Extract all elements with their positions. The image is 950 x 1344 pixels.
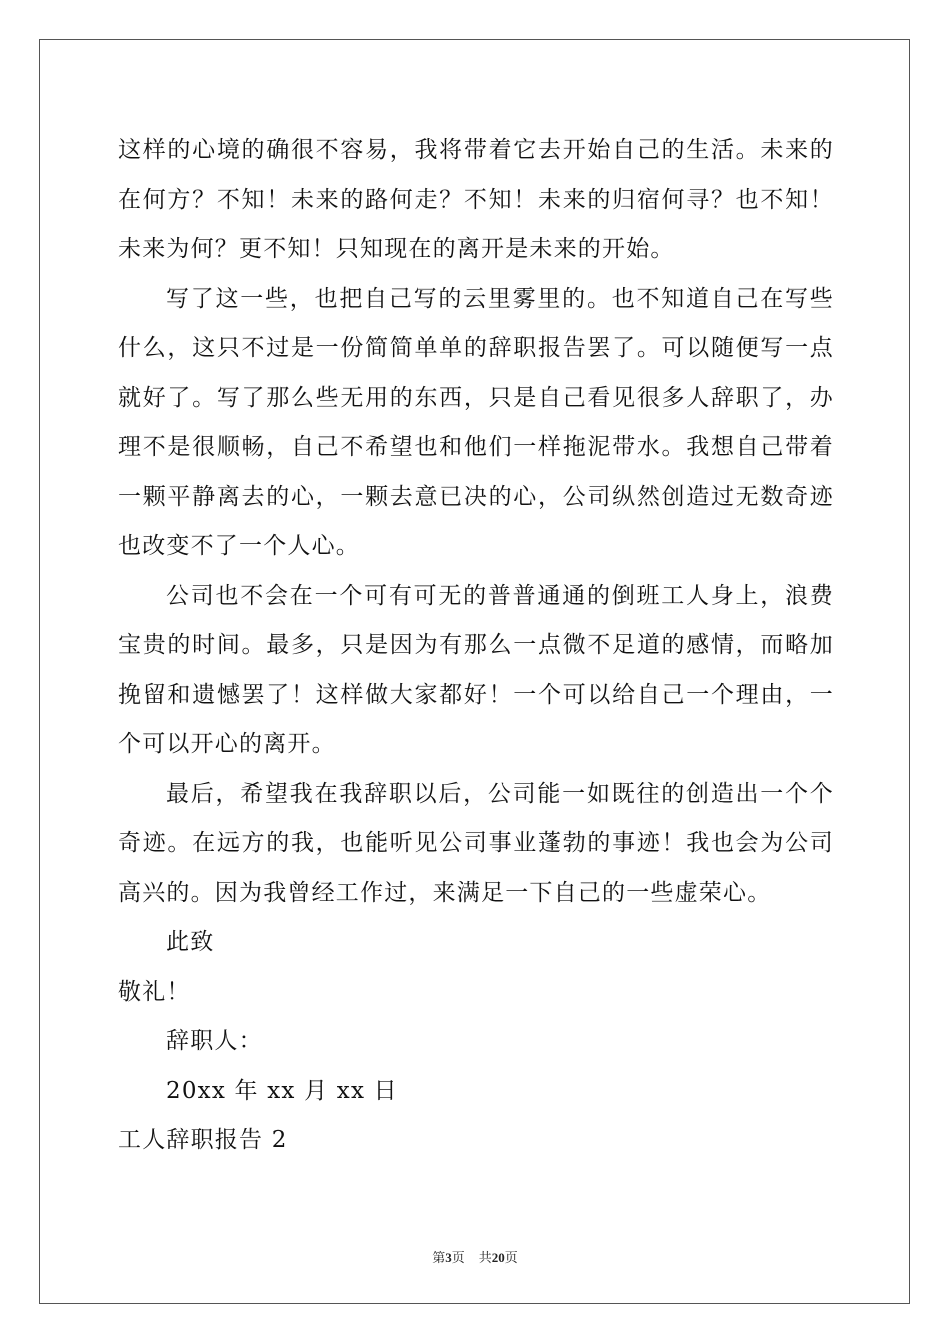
closing-line: 此致 bbox=[166, 929, 215, 955]
paragraph-2: 写了这一些，也把自己写的云里雾里的。也不知道自己在写些什么，这只不过是一份简简单单的辞职报告罢了。可以随便写一点就好了。写了那么些无用的东西，只是自己看见很多人辞职了，办理不是很顺畅，自己不希望也和他们一样拖泥带水。我想自己带着一颗平静离去的心，一颗去意已决的心，公司纵然创造过无数奇迹也改变不了一个人心。 bbox=[118, 285, 834, 559]
footer-total-pages: 20 bbox=[491, 1250, 505, 1265]
paragraph-3: 公司也不会在一个可有可无的普普通通的倒班工人身上，浪费宝贵的时间。最多，只是因为有那么一点微不足道的感情，而略加挽留和遗憾罢了！这样做大家都好！一个可以给自己一个理由，一个可以开心的离开。 bbox=[118, 582, 834, 757]
footer-page-number: 3 bbox=[445, 1250, 452, 1265]
footer-page-suffix: 页 bbox=[451, 1250, 465, 1265]
footer-page-prefix: 第 bbox=[432, 1250, 446, 1265]
document-body bbox=[118, 126, 834, 1166]
paragraph-4: 最后，希望我在我辞职以后，公司能一如既往的创造出一个个奇迹。在远方的我，也能听见公司事业蓬勃的事迹！我也会为公司高兴的。因为我曾经工作过，来满足一下自己的一些虚荣心。 bbox=[118, 780, 834, 906]
footer-total-prefix: 共 bbox=[478, 1250, 492, 1265]
salute-line: 敬礼！ bbox=[118, 978, 191, 1005]
footer-total-suffix: 页 bbox=[504, 1250, 518, 1265]
next-section-heading: 工人辞职报告 2 bbox=[118, 1127, 288, 1153]
page-footer bbox=[0, 1247, 950, 1266]
date-line: 20xx 年 xx 月 xx 日 bbox=[166, 1077, 398, 1104]
signature-label: 辞职人： bbox=[166, 1028, 263, 1054]
paragraph-1: 这样的心境的确很不容易，我将带着它去开始自己的生活。未来的在何方？不知！未来的路何走？不知！未来的归宿何寻？也不知！未来为何？更不知！只知现在的离开是未来的开始。 bbox=[118, 137, 834, 262]
